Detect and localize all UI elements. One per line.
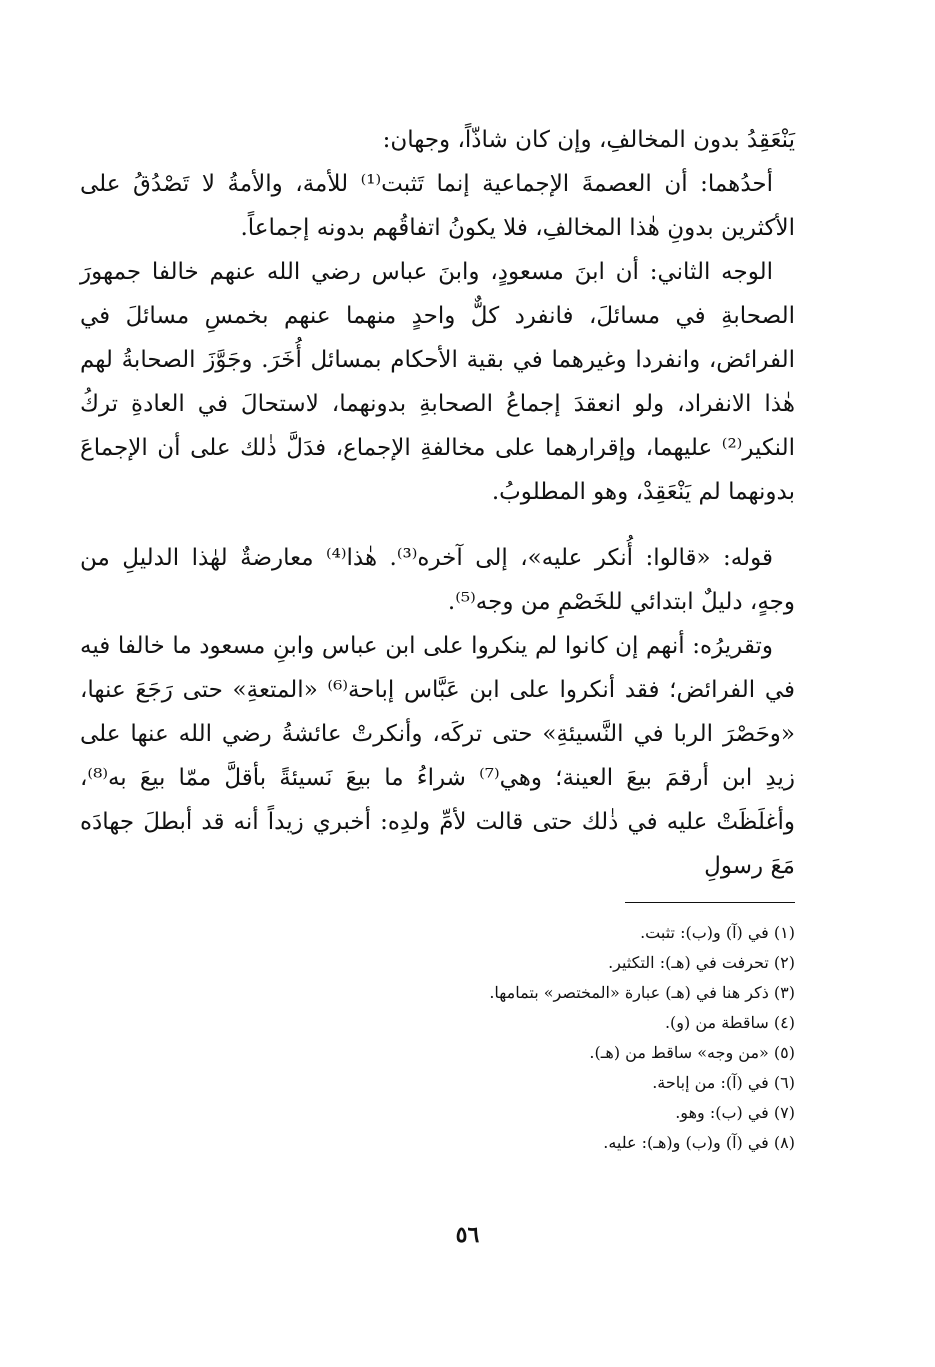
footnote-1: (١) في (آ) و(ب): تثبت. [640,923,795,942]
footnote-7: (٧) في (ب): وهو. [675,1103,795,1122]
paragraph-2: أحدُهما: أن العصمةَ الإجماعية إنما تَثبت⁽¹⁾ للأمة، والأمةُ لا تَصْدُقُ على الأكثرين بدونِ هٰذا المخالفِ، فلا يكونُ اتفاقُهم بدونه إجماعاً. [80,171,795,241]
paragraph-4: قوله: «قالوا: أُنكر عليه»، إلى آخره⁽³⁾. هٰذا⁽⁴⁾ معارضةٌ لهٰذا الدليلِ من وجهٍ، دليلٌ ابتدائي للخَصْمِ من وجه⁽⁵⁾. [80,545,795,615]
footnote-8: (٨) في (آ) و(ب) و(هـ): عليه. [603,1133,795,1152]
main-text [80,118,795,888]
footnote-3: (٣) ذكر هنا في (هـ) عبارة «المختصر» بتمامها. [489,983,795,1002]
footnote-5: (٥) «من وجه» ساقط من (هـ). [589,1043,795,1062]
page-number: ٥٦ [455,1222,480,1248]
footnote-6: (٦) في (آ): من إباحة. [652,1073,795,1092]
footnote-divider [625,902,795,903]
paragraph-3: الوجه الثاني: أن ابنَ مسعودٍ، وابنَ عباس رضي الله عنهم خالفا جمهورَ الصحابةِ في مسائلَ، فانفرد كلٌّ واحدٍ منهما عنهم بخمسِ مسائلَ في الفرائض، وانفردا وغيرهما في بقية الأحكام بمسائل أُخَرَ. وجَوَّزَ الصحابةُ لهم هٰذا الانفراد، ولو انعقدَ إجماعُ الصحابةِ بدونهما، لاستحالَ في العادةِ تركُ النكير⁽²⁾ عليهما، وإقرارهما على مخالفةِ الإجماع، فدَلَّ ذٰلك على أن الإجماعَ بدونهما لم يَنْعَقِدْ، وهو المطلوبُ. [80,259,795,505]
paragraph-1: يَنْعَقِدُ بدون المخالفِ، وإن كان شاذّاً، وجهان: [382,127,795,153]
footnotes [80,918,795,1158]
footnote-4: (٤) ساقطة من (و). [664,1013,795,1032]
footnote-2: (٢) تحرفت في (هـ): التكثير. [608,953,795,972]
paragraph-5: وتقريرُه: أنهم إن كانوا لم ينكروا على ابن عباس وابنِ مسعود ما خالفا فيه في الفرائض؛ فقد أنكروا على ابن عَبَّاس إباحة⁽⁶⁾ «المتعةِ» حتى رَجَعَ عنها، «وحَصْرَ الربا في النَّسيئةِ» حتى تركَه، وأنكرتْ عائشةُ رضي الله عنها على زيدِ ابن أرقمَ بيعَ العينة؛ وهي⁽⁷⁾ شراءُ ما بيعَ نَسيئةً بأقلَّ ممّا بيعَ به⁽⁸⁾، وأغلَظَتْ عليه في ذٰلك حتى قالت لأمِّ ولدِه: أخبري زيداً أنه قد أبطلَ جهادَه مَعَ رسولِ [80,633,795,879]
